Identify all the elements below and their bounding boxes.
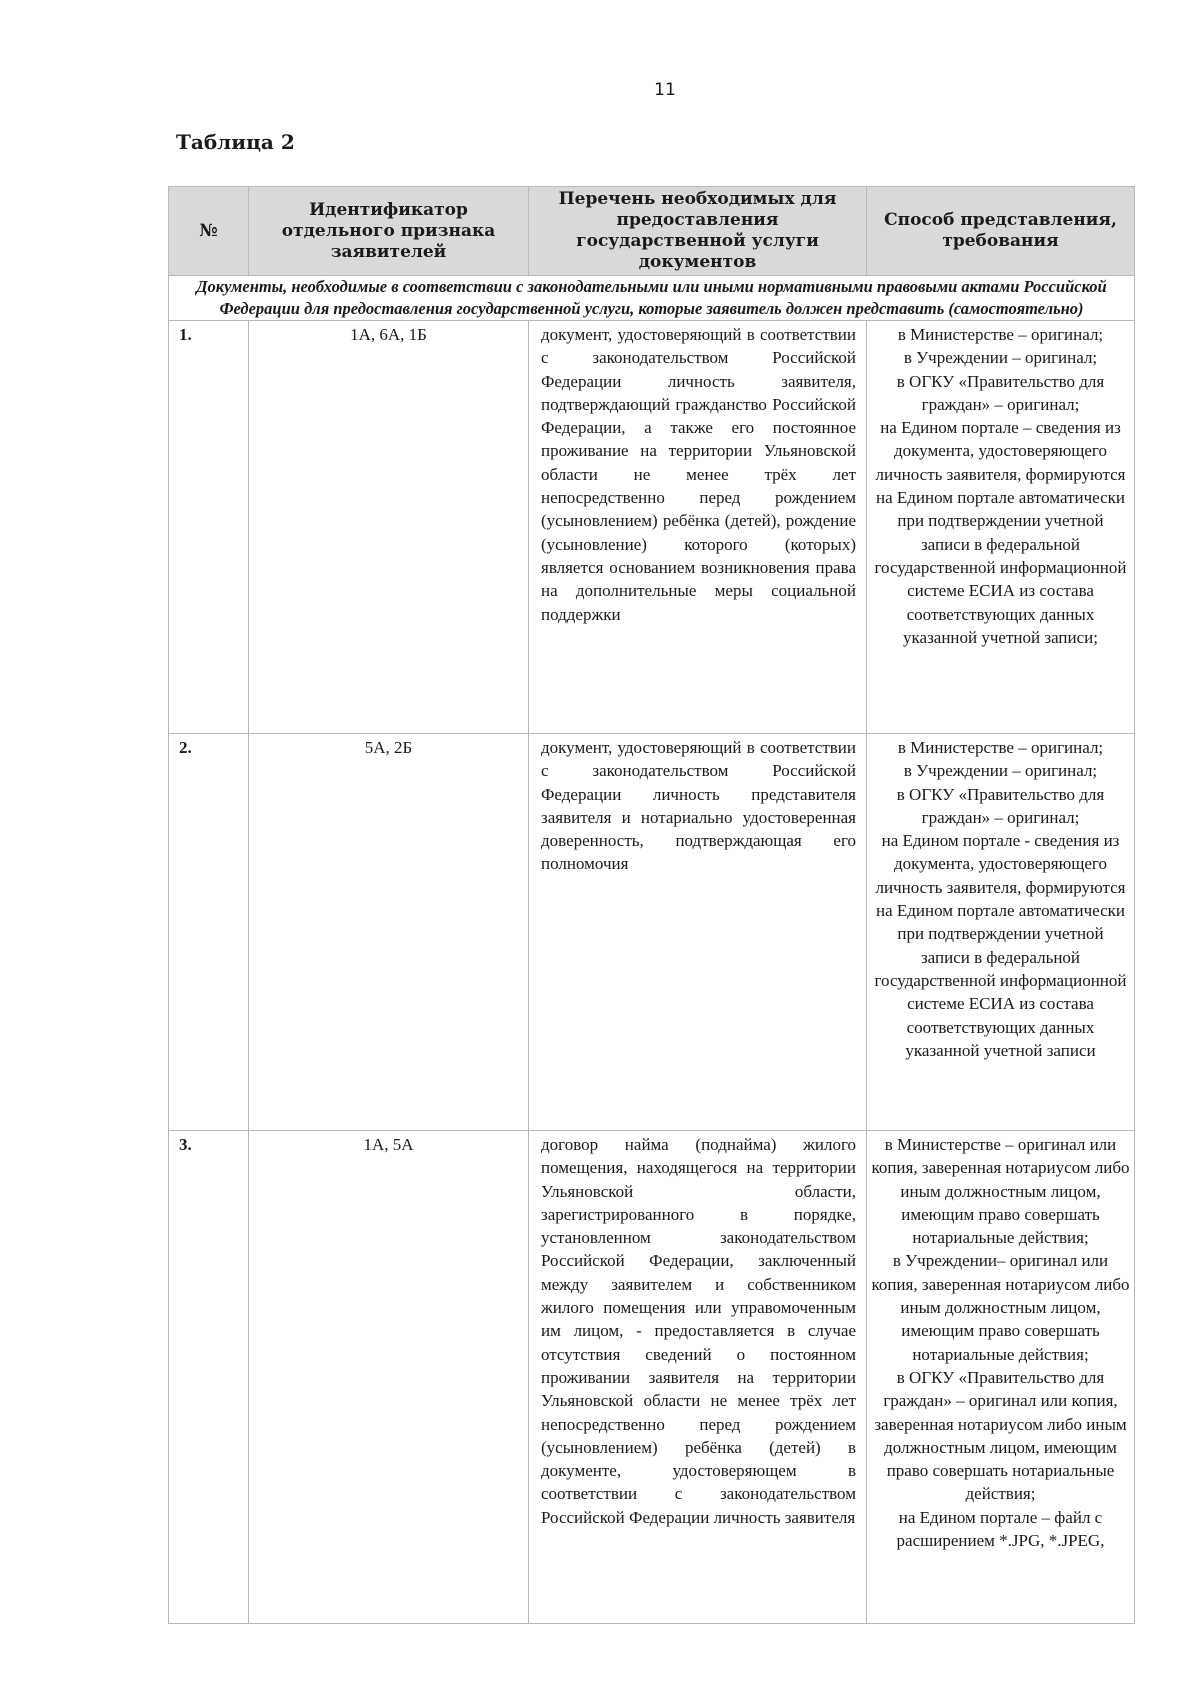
- method-line: в Министерстве – оригинал или копия, заверенная нотариусом либо иным должностным лицом, имеющим право совершать нотариальные действия;: [871, 1135, 1130, 1248]
- method-line: в ОГКУ «Правительство для граждан» – оригинал или копия, заверенная нотариусом либо иным должностным лицом, имеющим право совершать нотариальные действия;: [874, 1367, 1127, 1504]
- header-number: №: [169, 187, 249, 276]
- row-submission-method: [867, 1131, 1135, 1624]
- section-title: Документы, необходимые в соответствии с законодательными или иными нормативными правовыми актами Российской Федерации для предоставления государственной услуги, которые заявитель должен представить (самостоятельно): [169, 276, 1135, 321]
- row-document: документ, удостоверяющий в соответствии с законодательством Российской Федерации личность заявителя, подтверждающий гражданство Российской Федерации, а также его постоянное проживание на территории Ульяновской области не менее трёх лет непосредственно перед рождением (усыновлением) ребёнка (детей), рождение (усыновление) которого (которых) является основанием возникновения права на дополнительные меры социальной поддержки: [529, 321, 867, 734]
- header-documents: Перечень необходимых для предоставления государственной услуги документов: [529, 187, 867, 276]
- row-submission-method: [867, 321, 1135, 734]
- method-line: на Едином портале – файл с расширением *.JPG, *.JPEG,: [896, 1507, 1105, 1551]
- method-line: в Министерстве – оригинал;: [897, 738, 1104, 757]
- method-line: в Учреждении – оригинал;: [903, 761, 1098, 781]
- row-identifiers: 5А, 2Б: [249, 734, 529, 1131]
- row-document: договор найма (поднайма) жилого помещения, находящегося на территории Ульяновской области, зарегистрированного в порядке, установленном законодательством Российской Федерации, заключенный между заявителем и собственником жилого помещения или управомоченным им лицом, - предоставляется в случае отсутствия сведений о постоянном проживании заявителя на территории Ульяновской области не менее трёх лет непосредственно перед рождением (усыновлением) ребёнка (детей) в документе, удостоверяющем в соответствии с законодательством Российской Федерации личность заявителя: [529, 1131, 867, 1624]
- table-row: [169, 734, 1135, 1131]
- row-number: 3.: [169, 1131, 249, 1624]
- table-title: Таблица 2: [176, 130, 295, 154]
- row-number: 1.: [169, 321, 249, 734]
- method-line: в ОГКУ «Правительство для граждан» – оригинал;: [896, 784, 1105, 827]
- row-document: документ, удостоверяющий в соответствии с законодательством Российской Федерации личность представителя заявителя и нотариально удостоверенная доверенность, подтверждающая его полномочия: [529, 734, 867, 1131]
- method-line: на Едином портале - сведения из документа, удостоверяющего личность заявителя, формируются на Едином портале автоматически при подтверждении учетной записи в федеральной государственной информационной системе ЕСИА из состава соответствующих данных указанной учетной записи: [874, 831, 1127, 1060]
- row-number: 2.: [169, 734, 249, 1131]
- row-identifiers: 1А, 5А: [249, 1131, 529, 1624]
- method-line: на Едином портале – сведения из документа, удостоверяющего личность заявителя, формируются на Едином портале автоматически при подтверждении учетной записи в федеральной государственной информационной системе ЕСИА из состава соответствующих данных указанной учетной записи;: [874, 418, 1127, 647]
- header-identifier: Идентификатор отдельного признака заявителей: [249, 187, 529, 276]
- table-row: [169, 321, 1135, 734]
- row-submission-method: [867, 734, 1135, 1131]
- method-line: в ОГКУ «Правительство для граждан» – оригинал;: [896, 371, 1105, 414]
- page-number: 11: [654, 80, 676, 100]
- header-submission-method: Способ представления, требования: [867, 187, 1135, 276]
- table-row: [169, 1131, 1135, 1624]
- method-line: в Учреждении – оригинал;: [903, 348, 1098, 368]
- method-line: в Учреждении– оригинал или копия, заверенная нотариусом либо иным должностным лицом, имеющим право совершать нотариальные действия;: [871, 1251, 1130, 1364]
- section-row: [169, 276, 1135, 321]
- table-header-row: [169, 187, 1135, 276]
- row-identifiers: 1А, 6А, 1Б: [249, 321, 529, 734]
- documents-table: [168, 186, 1135, 1624]
- method-line: в Министерстве – оригинал;: [897, 325, 1104, 344]
